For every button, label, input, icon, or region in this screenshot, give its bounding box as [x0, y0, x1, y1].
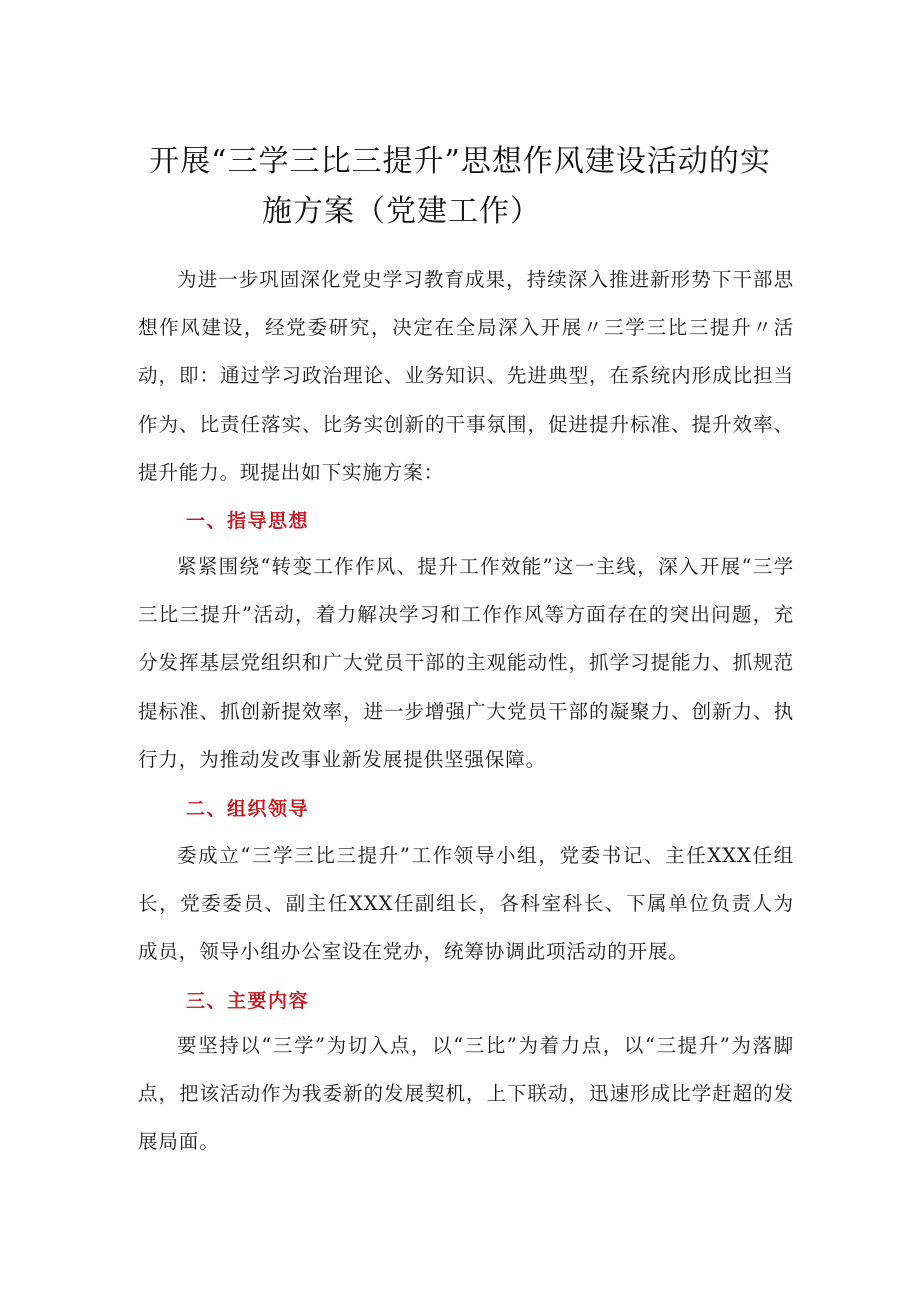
section-heading-main-content: 三、主要内容	[186, 990, 310, 1012]
section-body-organization-leadership: 委成立“三学三比三提升”工作领导小组，党委书记、主任XXX任组长，党委委员、副主任XXX任副组长，各科室科长、下属单位负责人为成员，领导小组办公室设在党办，统筹协调此项活动的开展。	[138, 844, 794, 964]
document-title-line-1: 开展“三学三比三提升”思想作风建设活动的实	[149, 144, 771, 179]
section-heading-organization-leadership: 二、组织领导	[186, 798, 310, 820]
section-body-guiding-ideology: 紧紧围绕“转变工作作风、提升工作效能”这一主线，深入开展“三学三比三提升”活动，着力解决学习和工作作风等方面存在的突出问题，充分发挥基层党组织和广大党员干部的主观能动性，抓学习提能力、抓规范提标准、抓创新提效率，进一步增强广大党员干部的凝聚力、创新力、执行力，为推动发改事业新发展提供坚强保障。	[138, 555, 794, 771]
section-body-main-content: 要坚持以“三学”为切入点，以“三比”为着力点，以“三提升”为落脚点，把该活动作为我委新的发展契机，上下联动，迅速形成比学赶超的发展局面。	[138, 1034, 794, 1154]
document-title-line-2: 施方案（党建工作）	[262, 194, 541, 229]
section-heading-guiding-ideology: 一、指导思想	[186, 510, 310, 532]
intro-paragraph: 为进一步巩固深化党史学习教育成果，持续深入推进新形势下干部思想作风建设，经党委研究，决定在全局深入开展〃三学三比三提升〃活动，即：通过学习政治理论、业务知识、先进典型，在系统内形成比担当作为、比责任落实、比务实创新的干事氛围，促进提升标准、提升效率、提升能力。现提出如下实施方案：	[138, 268, 794, 484]
